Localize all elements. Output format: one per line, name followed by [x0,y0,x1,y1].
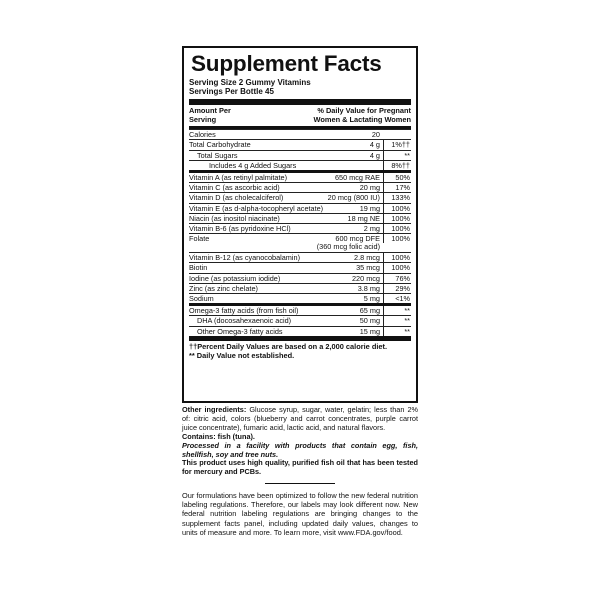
separator-line [265,483,335,484]
serving-info [189,78,411,96]
table-row [189,192,411,202]
nutrient-name: Iodine (as potassium iodide) [189,273,281,283]
table-row [189,262,411,272]
nutrient-amount: 4 g [369,150,380,160]
panel-title: Supplement Facts [191,51,382,76]
facility-warning: Processed in a facility with products that contain egg, fish, shellfish, soy and tree nuts. [182,440,418,459]
nutrient-amount: 35 mcg [356,263,380,273]
nutrient-name: Total Sugars [197,150,238,160]
nutrient-dv: 100% [383,234,411,243]
nutrient-name: Folate [189,234,210,244]
nutrient-name: Vitamin B-12 (as cyanocobalamin) [189,253,300,263]
nutrient-name: Calories [189,130,216,140]
table-row [189,326,411,336]
table-row [189,273,411,283]
folate-amount-line1: 600 mcg DFE [335,234,380,244]
table-row [189,139,411,149]
table-row [189,293,411,303]
nutrient-name: Other Omega-3 fatty acids [197,326,283,336]
nutrient-name: Vitamin E (as d-alpha-tocopheryl acetate) [189,203,324,213]
nutrient-amount: 20 [371,130,380,140]
nutrient-name: Total Carbohydrate [189,140,251,150]
header-amount [189,107,231,124]
footnote-not-established: ** Daily Value not established. [189,350,295,360]
nutrient-dv: 100% [383,253,411,262]
nutrient-amount: 650 mcg RAE [334,173,380,182]
nutrient-rows [189,129,411,336]
nutrient-name: DHA (docosahexaenoic acid) [197,316,292,326]
table-row [189,150,411,160]
nutrient-amount: 18 mg NE [347,213,380,223]
nutrient-amount: 220 mcg [352,273,380,283]
nutrient-dv: ** [383,327,411,336]
contains-text: Contains: fish (tuna). [182,431,255,441]
table-row [189,315,411,325]
nutrient-dv: ** [383,151,411,160]
table-row [189,223,411,233]
nutrient-amount: 65 mg [359,306,380,316]
nutrient-dv: 100% [383,204,411,213]
servings-per-bottle: Servings Per Bottle 45 [189,87,274,96]
nutrient-name: Niacin (as inositol niacinate) [189,213,280,223]
other-ingredients [182,406,418,433]
header-dv-line1: % Daily Value for Pregnant [317,106,411,115]
nutrient-amount: 2.8 mcg [354,253,380,263]
fish-oil-statement: This product uses high quality, purified fish oil that has been tested for mercury and PCBs. [182,458,418,477]
nutrient-dv: <1% [383,294,411,303]
nutrient-name: Omega-3 fatty acids (from fish oil) [189,306,299,316]
nutrient-amount: 2 mg [363,224,380,234]
nutrient-amount: 5 mg [363,294,380,304]
nutrient-dv: 76% [383,274,411,283]
nutrient-name: Vitamin D (as cholecalciferol) [189,193,284,203]
nutrient-amount: 4 g [369,140,380,150]
header-amount-line1: Amount Per [189,106,231,115]
nutrient-dv: 29% [383,284,411,293]
footnote-daily-values: ††Percent Daily Values are based on a 2,000 calorie diet. [189,341,388,351]
table-row [189,233,411,252]
nutrient-dv: 100% [383,214,411,223]
supplement-facts-panel [182,46,418,403]
nutrient-amount: 20 mg [359,183,380,193]
table-row [189,129,411,139]
nutrient-name: Vitamin C (as ascorbic acid) [189,183,280,193]
table-row [189,303,411,315]
ingredients-section [182,406,418,477]
footnotes [189,341,411,361]
nutrient-amount: 3.8 mg [357,283,380,293]
nutrient-name: Sodium [189,294,214,304]
table-row [189,213,411,223]
table-header [189,105,411,126]
table-row [189,182,411,192]
serving-size: Serving Size 2 Gummy Vitamins [189,78,311,87]
other-ingredients-text: Glucose syrup, sugar, water, gelatin; less than 2% of: citric acid, colors (blueberry and carrot concentrates, purple carrot juice concentrate), fumaric acid, lactic acid, and natural flavors. [182,405,418,432]
nutrient-dv: 8%†† [383,161,411,170]
nutrient-amount [317,234,383,252]
nutrient-dv: ** [383,316,411,325]
table-row [189,283,411,293]
nutrient-name: Vitamin B-6 (as pyridoxine HCl) [189,224,291,234]
nutrient-amount: 20 mcg (800 IU) [327,193,380,203]
nutrient-dv: 100% [383,263,411,272]
nutrient-amount: 19 mg [359,203,380,213]
nutrient-dv: 50% [383,173,411,182]
nutrient-dv: ** [383,306,411,315]
nutrient-name: Biotin [189,263,208,273]
nutrient-dv: 100% [383,224,411,233]
table-row [189,170,411,182]
table-row [189,203,411,213]
nutrient-amount: 50 mg [359,316,380,326]
other-ingredients-label: Other ingredients: [182,405,247,414]
labeling-notice: Our formulations have been optimized to follow the new federal nutrition labeling regulations. Therefore, our labels may look different now. New federal nutrition labeling regulations are bringing changes to the supplement facts panel, including updated daily values, changes to units of measure and more. To learn more, visit www.FDA.gov/food. [182,491,418,537]
header-dv-line2: Women & Lactating Women [313,114,411,124]
nutrient-amount: 15 mg [359,326,380,336]
table-row [189,252,411,262]
nutrient-name: Zinc (as zinc chelate) [189,283,258,293]
nutrient-name: Includes 4 g Added Sugars [209,160,297,170]
nutrient-dv: 1%†† [383,140,411,149]
header-daily-value [314,107,411,124]
folate-amount-line2: (360 mcg folic acid) [316,242,380,252]
header-amount-line2: Serving [189,114,217,124]
table-row [189,160,411,170]
nutrient-name: Vitamin A (as retinyl palmitate) [189,173,288,182]
nutrient-dv: 133% [383,193,411,202]
nutrient-dv: 17% [383,183,411,192]
